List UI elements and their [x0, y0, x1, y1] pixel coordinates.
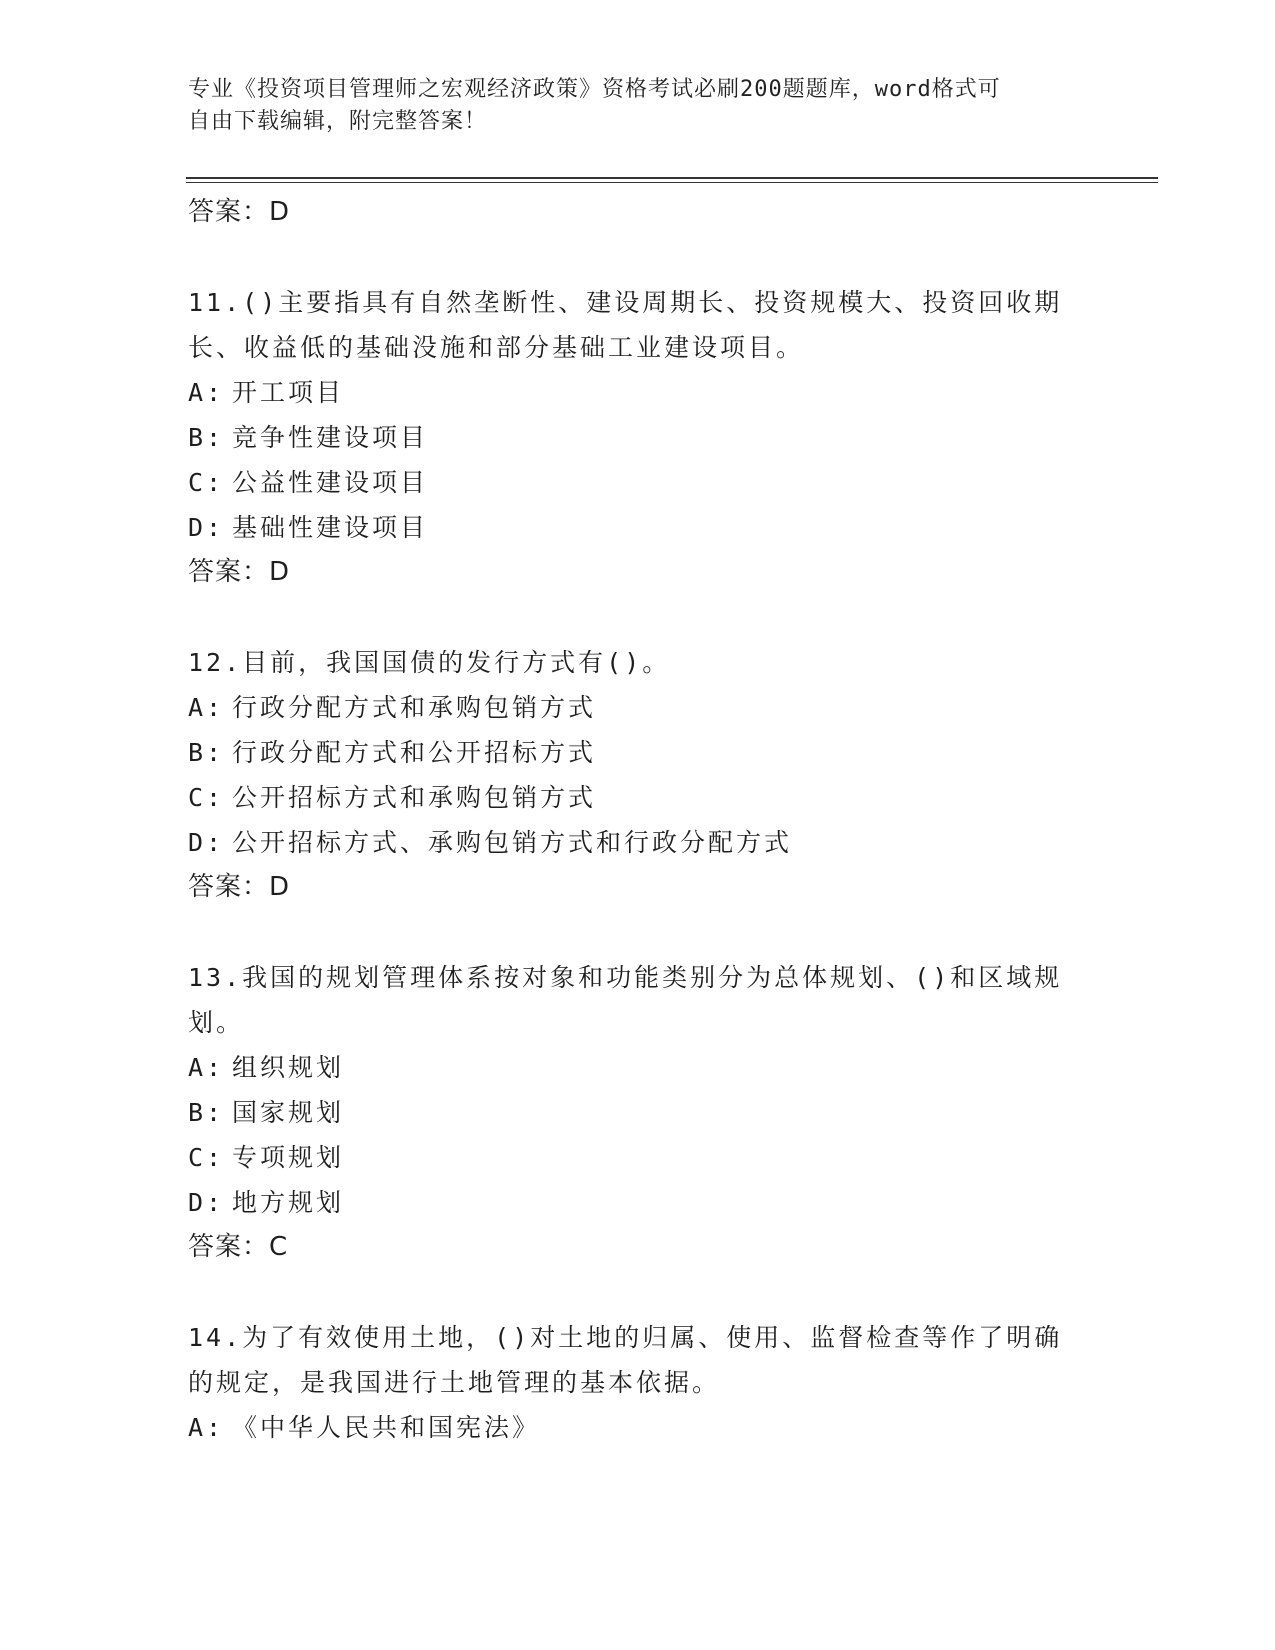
header-line-1: 专业《投资项目管理师之宏观经济政策》资格考试必刷200题题库，word格式可 [188, 77, 1001, 102]
question-block [188, 280, 1088, 594]
question-block [188, 1315, 1088, 1450]
option-key: A: [188, 1413, 225, 1442]
option-key: A: [188, 378, 225, 407]
option-text: 国家规划 [232, 1098, 345, 1127]
option-text: 公开招标方式和承购包销方式 [232, 783, 597, 812]
option-text: 开工项目 [232, 378, 345, 407]
question-line: 划。 [188, 1008, 245, 1037]
question-line: 11.()主要指具有自然垄断性、建设周期长、投资规模大、投资回收期 [188, 288, 1063, 317]
option-b [188, 415, 1088, 460]
option-key: B: [188, 1098, 225, 1127]
option-text: 行政分配方式和承购包销方式 [232, 693, 597, 722]
option-key: C: [188, 468, 225, 497]
question-line: 12.目前，我国国债的发行方式有()。 [188, 648, 671, 677]
page-header [188, 74, 1068, 138]
option-text: 组织规划 [232, 1053, 345, 1082]
option-d [188, 820, 1088, 865]
option-c [188, 775, 1088, 820]
option-key: A: [188, 693, 225, 722]
option-a [188, 370, 1088, 415]
question-text [188, 955, 1088, 1045]
question-text [188, 640, 1088, 685]
option-text: 地方规划 [232, 1188, 345, 1217]
option-c [188, 1135, 1088, 1180]
option-text: 专项规划 [232, 1143, 345, 1172]
option-key: B: [188, 423, 225, 452]
question-line: 长、收益低的基础没施和部分基础工业建设项目。 [188, 333, 805, 362]
option-d [188, 1180, 1088, 1225]
option-text: 竞争性建设项目 [232, 423, 429, 452]
document-body [188, 190, 1088, 1450]
option-b [188, 1090, 1088, 1135]
question-text [188, 280, 1088, 370]
answer-line: 答案：D [188, 557, 291, 587]
question-text [188, 1315, 1088, 1405]
question-block [188, 955, 1088, 1269]
option-text: 《中华人民共和国宪法》 [232, 1413, 541, 1442]
option-text: 基础性建设项目 [232, 513, 429, 542]
option-a [188, 1045, 1088, 1090]
option-key: C: [188, 1143, 225, 1172]
answer-line: 答案：D [188, 197, 291, 227]
question-line: 的规定，是我国进行土地管理的基本依据。 [188, 1368, 721, 1397]
question-line: 13.我国的规划管理体系按对象和功能类别分为总体规划、()和区域规 [188, 963, 1063, 992]
header-divider [186, 177, 1158, 183]
option-key: A: [188, 1053, 225, 1082]
option-text: 公开招标方式、承购包销方式和行政分配方式 [232, 828, 793, 857]
option-a [188, 685, 1088, 730]
option-key: B: [188, 738, 225, 767]
option-text: 行政分配方式和公开招标方式 [232, 738, 597, 767]
answer-line: 答案：D [188, 872, 291, 902]
option-c [188, 460, 1088, 505]
header-line-2: 自由下载编辑，附完整答案！ [188, 109, 488, 134]
option-a [188, 1405, 1088, 1450]
option-key: C: [188, 783, 225, 812]
option-d [188, 505, 1088, 550]
question-block [188, 640, 1088, 909]
question-line: 14.为了有效使用土地，()对土地的归属、使用、监督检查等作了明确 [188, 1323, 1063, 1352]
option-text: 公益性建设项目 [232, 468, 429, 497]
answer-line: 答案：C [188, 1232, 289, 1262]
option-key: D: [188, 1188, 225, 1217]
option-key: D: [188, 513, 225, 542]
option-b [188, 730, 1088, 775]
option-key: D: [188, 828, 225, 857]
